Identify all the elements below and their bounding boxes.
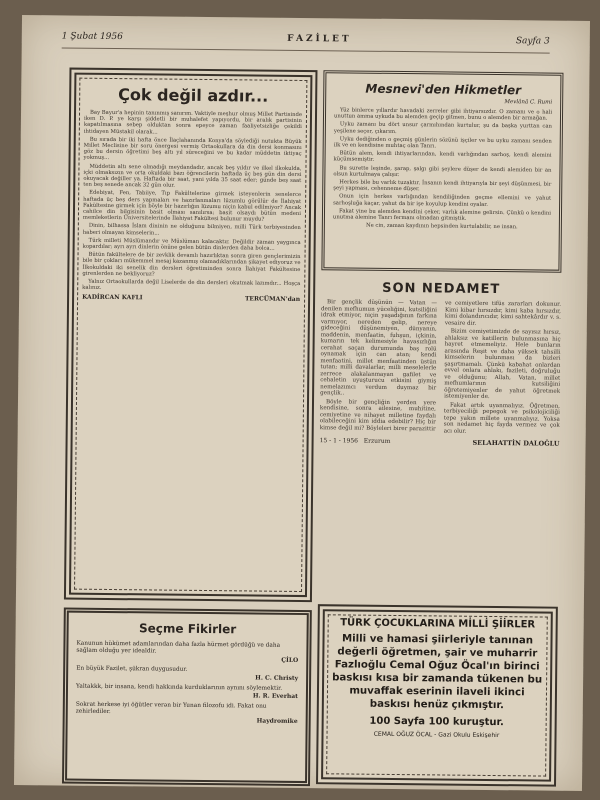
article-body <box>82 110 302 294</box>
quote-text: Yaltakkk, bir insana, kendi hakkında kurduklarının aynını söylemektir. <box>75 683 283 692</box>
paragraph: Dinin, bilhassa İslam dininin ne olduğunu bilmiyen, milli Türk terbiyesinden haberi olmayan kimselerin... <box>82 223 301 237</box>
paragraph: Fakat artık uyanmalıyız. Öğretmen, terbiyeciliği pepegok ve psikolojiciliği tepe yakın millete uyanmalıyız. Yoksa son nedamet hiç fayda vermez ve çok acı olur. <box>443 402 561 435</box>
author-name: SELAHATTİN DALOĞLU <box>472 438 560 448</box>
quote-author: Haydromike <box>256 717 298 725</box>
advert-text: Milli ve hamasi şiirleriyle tanınan değerli öğretmen, şair ve muharrir Fazlıoğlu Cemal Oğuz Öcal'ın birinci baskısı kısa bir zamanda tükenen bu muvaffak eserinin ilaveli ikinci baskısı henüz çıkmıştır. <box>332 633 543 712</box>
article-date: 15 - 1 - 1956 <box>319 437 359 445</box>
paragraph: Bay Bayur'a hepinin tanınmış sanırım. Vaktiyle meşhur olmuş Millet Partisinde iken D. P. ye karşı şiddetli bir muhalefet yapıyordu, bir aralık partisinin kapatılmasına sebep olduktan sonra epeyce zaman faaliyetsizliğe çekildi ihtidayen Müstakil olarak... <box>83 109 303 136</box>
dateline <box>320 437 391 446</box>
paragraph: Edebiyat, Fen, Tabiiye, Tıp Fakültelerine girmek isteyenlerin senelerce haftada üç beş ders yapmaları ve hazırlanmaları lüzumlu görülür de İlahiyat Fakültesine girmek için böyle bir hazırlığın lüzumu niçin kabul edilmiyor? Ancak cahilce din bilgisinin basit olması sanılırsa; basit olsaydı bütün medeni memleketlerin Üniversitelerinde İlahiyat Fakültesi bulunur muydu? <box>82 190 302 223</box>
quote-item <box>76 702 298 725</box>
milli-siirler-advert <box>316 604 558 787</box>
article-cok-degil-azdir <box>64 68 318 603</box>
paragraph: Bütün fakültelere de bir zevklik devamlı hazırlıktan sonra giren gençlerimizin bile bir çokları mükemmel mesaj kazanmış olamadıklarından şikayet ediyoruz ve İlkokuldaki iki senelik din dersleri öğretiminden sonra İlahiyat Fakültesine girenlerden ne bekliyoruz? <box>82 252 301 278</box>
quote-text: Kanunun hükümet adamlarından daha fazla hürmet gördüğü ve daha sağlam olduğu yer idealdir. <box>76 640 281 655</box>
secme-fikirler-title: Seçme Fikirler <box>138 621 237 637</box>
mesnevi-body <box>333 107 552 231</box>
quote-text: En büyük Fazilet, şükran duygusudur. <box>76 665 188 673</box>
quote-author: H. R. Everhat <box>252 692 298 700</box>
left-column <box>62 68 317 787</box>
mesnevi-title: Mesnevi'den Hikmetler <box>365 81 522 98</box>
paragraph: Böyle bir gençliğin yerden yere kendisine, sonra ailesine, muhitine, cemiyetine ve nihayet milletine faydalı olabileceğini kim iddia edebilir? Hiç bir kimse değil mi? Böyleleri birer parazittir ve cemiyetlere tifüs zararları dokunur. Kimi kibar hırsızdır, kimi kaba hırsızdır, kimi dolandırıcıdır, kimi sahtekârdır v. s. vesaire dir. <box>319 300 562 432</box>
source-name: TERCÜMAN'dan <box>244 295 301 304</box>
signature-row <box>82 294 300 303</box>
paragraph: Bütün alem, kendi ihtiyarlarından, kendi varlığından sarhoş, kendi alemini küçümsemiştir. <box>333 150 552 164</box>
paragraph: Onun için herkes varlığından kendiliğinden geçme ellemini ve yahut sarhoşluğa kaçar, yahut da bir işe koyulup kendini oyalar. <box>333 193 552 208</box>
son-nedamet-body <box>320 299 561 436</box>
paragraph: Bu sırada bir iki hafta önce İlaçlahanında Konya'da söylediği nutukta Büyük Millet Meclisine bir soru önergesi vermiş Ortaokullara da din dersi konmasını göz bu dersin öğretimi beş altı yıl süreceğini ve bu kadar müddetin iktiyaç yokmuş... <box>83 136 302 162</box>
paragraph: Fakat yine bu alemden kendini çeker, varlık alemine gelirsin. Çünkü o kendini unutma alemine Tanrı fermanı olmadan gitmiştik. <box>332 208 552 222</box>
advert-price: 100 Sayfa 100 kuruştur. <box>369 715 504 729</box>
masthead <box>62 25 550 53</box>
paragraph: Uyku dediğinden o geçmiş günlerin sözünü işçiler ve bu uyku zamanı senden ilk ve en kendisine muhtaç olan Tanrı. <box>333 136 552 150</box>
quote-item <box>76 641 298 664</box>
advert-footer: CEMAL OĞUZ ÖCAL - Gazi Okulu Eskişehir <box>373 730 500 740</box>
quote-item <box>76 684 298 700</box>
article-place: Erzurum <box>363 437 391 445</box>
paragraph: Yalnız Ortaokullarda değil Liselerde de din dersleri okutmak lazımdır... Hoşça kalınız. <box>82 278 301 292</box>
paragraph: Uyku zamanı bu dört unsur çarmıhından kurtulur, şu da başka yurttan can yeşilene seçer, çıkarım. <box>333 121 552 135</box>
right-column <box>316 70 563 786</box>
issue-date: 1 Şubat 1956 <box>61 31 123 43</box>
quote-text: Sokrat herkese iyi öğütler verən bir Yunan filozofu idi. Fakat onu zehirlediler. <box>75 701 267 716</box>
author-name: KADİRCAN KAFLI <box>82 294 143 302</box>
secme-fikirler-box <box>62 608 312 787</box>
quote-item <box>76 666 298 682</box>
son-nedamet-article <box>318 278 561 600</box>
paragraph: Bizim cemiyetimizde de sayısız hırsız, ahlaksız ve katillerin bulunmasına hiç hayret etmemeliyiz. Hele bunların arasında Reşit ve daha yüksek tahsilli kimselerin bulunması da bizleri şaşırtmamalı. Çünkü kabahat onlardan evvel onlara ahlakı, fazileti, doğruluğu ve olduğunu; Allah, Vatan, millet mefhumlarının kutsiliğini öğretemiyenler de yahut öğretmek istemiyenler de. <box>444 328 561 400</box>
mesnevi-author: Mevlânâ C. Rumi <box>504 99 553 106</box>
son-nedamet-closing <box>320 437 560 448</box>
quote-author: H. C. Christy <box>255 674 299 682</box>
mesnevi-box <box>321 70 563 273</box>
son-nedamet-title: SON NEDAMET <box>382 280 501 298</box>
article-title: Çok değil azdır... <box>118 85 269 106</box>
advert-title: TÜRK ÇOCUKLARINA MİLLİ ŞİİRLER <box>340 617 536 631</box>
paragraph: Herkes bile bu varlık tuzaktır. İnsanın kendi ihtiyarıyla bir şeyi düşünmesi, bir şeyi yapması, cehenneme düşer. <box>333 179 552 193</box>
newspaper-name: FAZİLET <box>287 33 352 45</box>
paragraph: Bu surette leşinde, şarap, şalgı gibi şeylere düşer de kendi alemiden bir an olsun kurtulmaya çalışır. <box>333 165 552 178</box>
paragraph: Türk milleti Müslümandır ve Müslüman kalacaktır. Değildir zaman yaygınca kopardılar; ayrı ayrı dinlerin önüne gelen bütün dinlerden daha bolca... <box>82 237 301 252</box>
advert-content <box>332 617 543 739</box>
paragraph: Bir gençlik düşünün — Vatan — denilen mefhumun yüceliğini, kutsiliğini idrak etmiyor, niçin yaşadığının farkına varmıyor, nereden gelip, nereye gideceğini düşünemiyen, dünyanın, maddenin, menfaatin, fuhşun, içkinin, kumarın tek kelimesiyle hayasızlığın cerahat saçan durumunda baş rolü oynamak için can atan; kendi menfaatini, millet menfaatinden üstün tutan; milli davalarlar, milli meselelerle zerrece alakalanmayan gafilet ve cehaletin uyuşturucu etkisini giymiş nemelazımcı verdum duymaz bir gençlik.. <box>320 299 438 397</box>
paragraph: Ne cin, zaman kaydının hepsinden kurtulabilir, ne insan. <box>365 222 518 231</box>
paragraph: Müddetin altı sene olmadığı meydandadır, ancak beş yıldır ve ilkel ilkokulda, içki olmaksızın ve orta okuldaki bazı öğrencilerin haftada üç beş gün din dersi okuyacak değiller ya. Haftada bir saat, yani yılda 35 saat eder; günde beş saat ten beş senede ancak 32 gün olur. <box>83 163 302 189</box>
newspaper-page <box>14 15 590 791</box>
quote-author: ÇİLO <box>281 656 299 664</box>
page-number: Sayfa 3 <box>515 36 550 47</box>
paragraph: Yüz binlerce yıllardır havadaki zerreler gibi ihtiyarsızdır. O zamanı ve o hali unuttun amma uykuda bu alemden geçip gitmen, bunu o alemden bir armağan. <box>333 107 553 122</box>
